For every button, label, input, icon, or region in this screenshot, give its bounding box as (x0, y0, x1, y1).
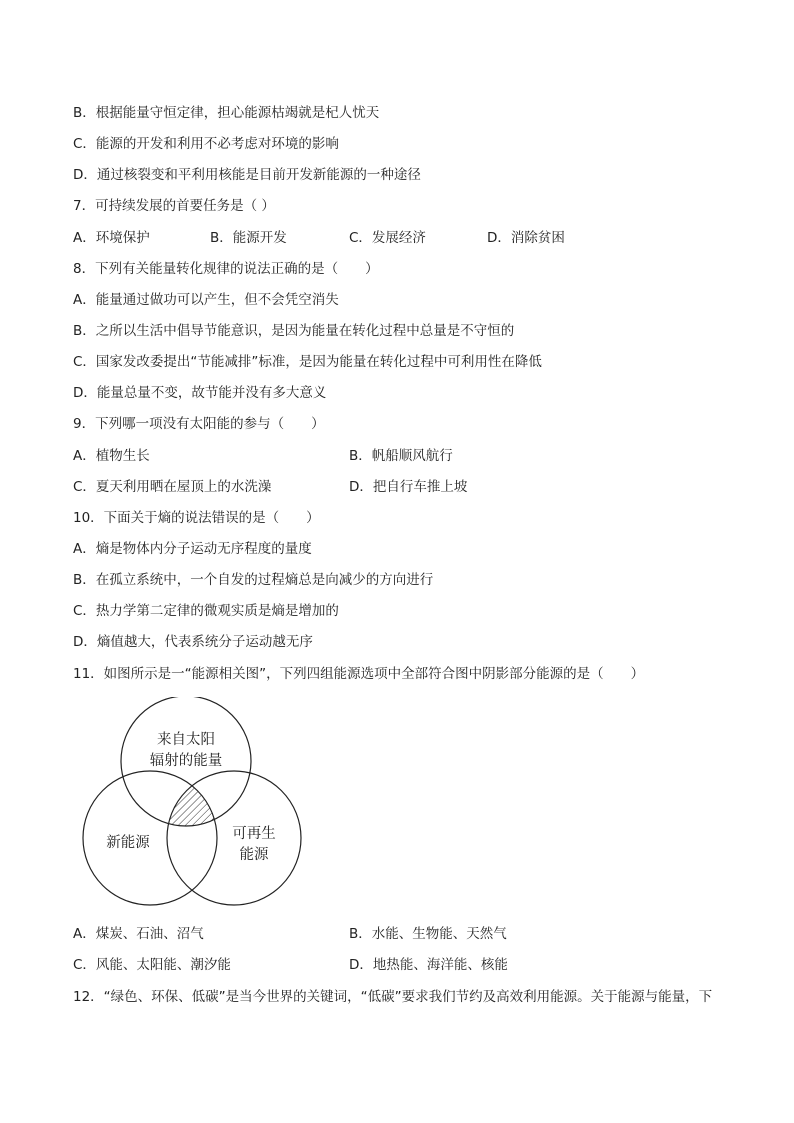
q8-option-c: C．国家发改委提出“节能减排”标准，是因为能量在转化过程中可利用性在降低 (73, 354, 542, 370)
question-8: 8．下列有关能量转化规律的说法正确的是（ ） (73, 261, 379, 277)
q10-option-d: D．熵值越大，代表系统分子运动越无序 (73, 634, 313, 650)
question-9: 9．下列哪一项没有太阳能的参与（ ） (73, 416, 325, 432)
q7-option-c: C．发展经济 (349, 230, 426, 246)
venn-label-top-2: 辐射的能量 (149, 753, 223, 769)
q9-option-c: C．夏天利用晒在屋顶上的水洗澡 (73, 479, 272, 495)
q7-option-d: D．消除贫困 (487, 230, 565, 246)
q8-option-d: D．能量总量不变，故节能并没有多大意义 (73, 385, 327, 401)
q7-option-a: A．环境保护 (73, 230, 150, 246)
line-6b: B．根据能量守恒定律，担心能源枯竭就是杞人忧天 (73, 105, 380, 121)
line-6c: C．能源的开发和利用不必考虑对环境的影响 (73, 136, 339, 152)
question-11: 11．如图所示是一“能源相关图”，下列四组能源选项中全部符合图中阴影部分能源的是（ ） (73, 666, 645, 682)
q11-option-c: C．风能、太阳能、潮汐能 (73, 957, 231, 973)
venn-label-right-1: 可再生 (232, 826, 276, 842)
question-7: 7．可持续发展的首要任务是（ ） (73, 198, 275, 214)
venn-label-top-1: 来自太阳 (157, 732, 215, 748)
venn-label-left: 新能源 (106, 835, 150, 851)
q10-option-b: B．在孤立系统中，一个自发的过程熵总是向减少的方向进行 (73, 572, 434, 588)
q9-option-b: B．帆船顺风航行 (349, 448, 453, 464)
q7-option-b: B．能源开发 (210, 230, 287, 246)
q10-option-c: C．热力学第二定律的微观实质是熵是增加的 (73, 603, 339, 619)
line-6d: D．通过核裂变和平利用核能是目前开发新能源的一种途径 (73, 167, 421, 183)
q11-option-a: A．煤炭、石油、沼气 (73, 926, 204, 942)
q9-option-d: D．把自行车推上坡 (349, 479, 468, 495)
q11-option-d: D．地热能、海洋能、核能 (349, 957, 508, 973)
q9-option-a: A．植物生长 (73, 448, 150, 464)
venn-label-right-2: 能源 (239, 847, 269, 863)
q8-option-a: A．能量通过做功可以产生，但不会凭空消失 (73, 292, 339, 308)
q10-option-a: A．熵是物体内分子运动无序程度的量度 (73, 541, 312, 557)
q8-option-b: B．之所以生活中倡导节能意识，是因为能量在转化过程中总量是不守恒的 (73, 323, 515, 339)
venn-diagram (80, 697, 304, 929)
question-12: 12．“绿色、环保、低碳”是当今世界的关键词，“低碳”要求我们节约及高效利用能源。关于能源与能量，下 (73, 989, 713, 1005)
question-10: 10．下面关于熵的说法错误的是（ ） (73, 510, 320, 526)
q11-option-b: B．水能、生物能、天然气 (349, 926, 507, 942)
